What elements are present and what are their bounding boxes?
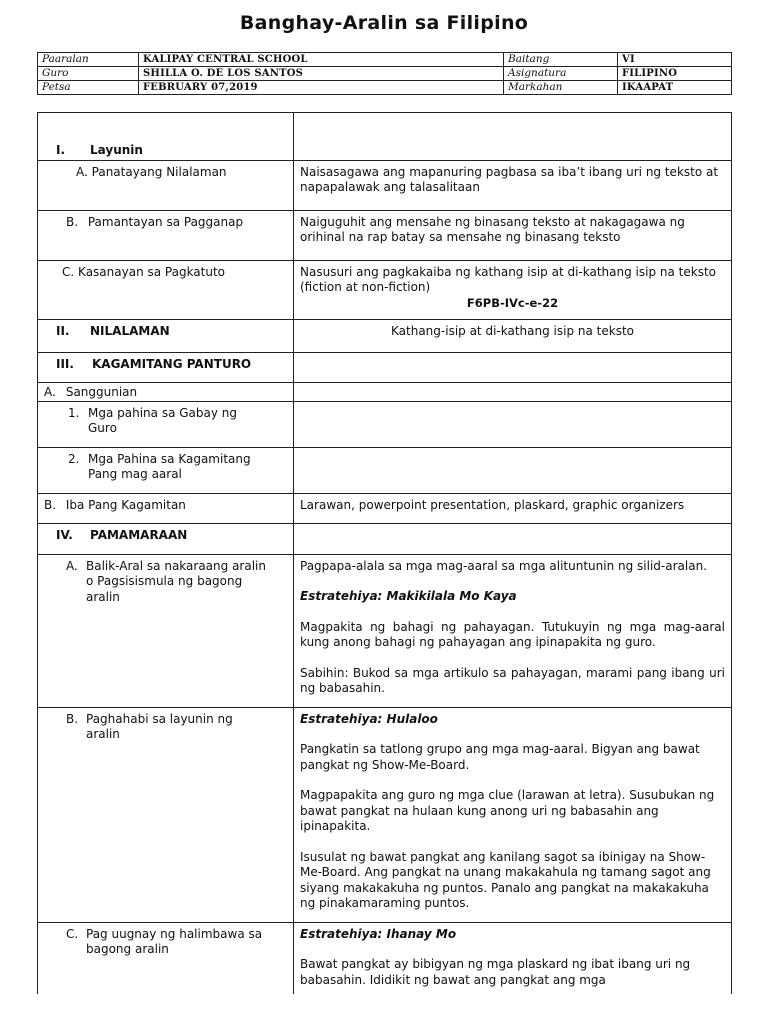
- item-kasanayan: [38, 260, 294, 320]
- section-layunin: [38, 113, 294, 161]
- item-label: Mga pahina sa Gabay ng Guro: [88, 405, 238, 435]
- item-label: Sanggunian: [65, 385, 138, 399]
- row-pag-uugnay: [38, 922, 732, 994]
- row-panatayang-nilalaman: [38, 160, 732, 210]
- item-label: Paghahabi sa layunin ng aralin: [86, 711, 233, 741]
- paragraph: Magpakita ng bahagi ng pahayagan. Tutukuyin ng mga mag-aaral kung anong bahagi ng pahayagan ang ipinapakita ng guro.: [300, 619, 725, 649]
- item-gabay-guro: [38, 401, 294, 447]
- document-title: Banghay-Aralin sa Filipino: [239, 12, 529, 34]
- section-number: III.: [56, 356, 74, 371]
- paragraph: Sabihin: Bukod sa mga artikulo sa pahayagan, marami pang ibang uri ng babasahin.: [300, 665, 725, 695]
- strategy-title: Estratehiya: Ihanay Mo: [300, 926, 457, 941]
- empty-cell: [294, 352, 732, 383]
- paragraph: Pangkatin sa tatlong grupo ang mga mag-aaral. Bigyan ang bawat pangkat ng Show-Me-Board.: [300, 742, 700, 772]
- item-paghahabi: [38, 707, 294, 922]
- cell-kasanayan: [294, 260, 732, 320]
- value-asignatura: FILIPINO: [618, 67, 732, 81]
- item-marker: B.: [66, 214, 79, 229]
- item-label: Iba Pang Kagamitan: [65, 497, 186, 512]
- lesson-plan-table: [37, 112, 732, 994]
- competency-code: F6PB-IVc-e-22: [466, 295, 559, 310]
- paragraph: Pagpapa-alala sa mga mag-aaral sa mga alituntunin ng silid-aralan.: [300, 558, 707, 573]
- section-nilalaman: [38, 320, 294, 353]
- strategy-title: Estratehiya: Hulaloo: [300, 711, 438, 726]
- label-baitang: Baitang: [504, 53, 618, 67]
- info-row-date: [38, 81, 732, 95]
- empty-cell: [294, 383, 732, 402]
- text-nilalaman: Kathang-isip at di-kathang isip na teksto: [294, 320, 732, 353]
- section-kagamitan: [38, 352, 294, 383]
- section-number: IV.: [56, 528, 73, 542]
- text-panatayang-nilalaman: Naisasagawa ang mapanuring pagbasa sa iba’t ibang uri ng teksto at napapalawak ang talasalitaan: [294, 160, 732, 210]
- section-number: I.: [56, 143, 66, 157]
- label-asignatura: Asignatura: [504, 67, 618, 81]
- section-number: II.: [56, 324, 70, 338]
- item-label: Kasanayan sa Pagkatuto: [78, 264, 226, 279]
- info-row-school: [38, 53, 732, 67]
- empty-cell: [294, 113, 732, 161]
- item-panatayang-nilalaman: [38, 160, 294, 210]
- item-marker: B.: [44, 497, 57, 512]
- row-sanggunian: [38, 383, 732, 402]
- row-kagamitan: [38, 352, 732, 383]
- row-balik-aral: [38, 554, 732, 707]
- label-guro: Guro: [38, 67, 139, 81]
- item-pag-uugnay: [38, 922, 294, 994]
- item-label: Panatayang Nilalaman: [91, 164, 227, 179]
- item-label: Mga Pahina sa Kagamitang Pang mag aaral: [88, 451, 251, 481]
- item-label: Balik-Aral sa nakaraang aralin o Pagsisismula ng bagong aralin: [86, 558, 266, 604]
- empty-cell: [294, 524, 732, 555]
- label-markahan: Markahan: [504, 81, 618, 95]
- row-pamantayan-pagganap: [38, 210, 732, 260]
- info-row-teacher: [38, 67, 732, 81]
- paragraph: Bawat pangkat ay bibigyan ng mga plaskard ng ibat ibang uri ng babasahin. Ididikit ng bawat ang pangkat ang mga: [300, 957, 691, 987]
- text-kasanayan: Nasusuri ang pagkakaiba ng kathang isip at di-kathang isip na teksto (fiction at non-fiction): [300, 264, 716, 294]
- row-paghahabi: [38, 707, 732, 922]
- section-label: NILALAMAN: [90, 324, 170, 338]
- row-kagamitang-pang-mag-aaral: [38, 447, 732, 493]
- item-marker: C.: [66, 926, 79, 941]
- value-guro: SHILLA O. DE LOS SANTOS: [139, 67, 504, 81]
- paragraph: Magpapakita ang guro ng mga clue (larawan at letra). Susubukan ng bawat pangkat na hulaan kung anong uri ng babasahin ang ipinapakita.: [300, 788, 715, 833]
- value-paaralan: KALIPAY CENTRAL SCHOOL: [139, 53, 504, 67]
- row-gabay-guro: [38, 401, 732, 447]
- item-kagamitang-pang-mag-aaral: [38, 447, 294, 493]
- label-petsa: Petsa: [38, 81, 139, 95]
- item-sanggunian: [38, 383, 294, 402]
- row-nilalaman: [38, 320, 732, 353]
- value-markahan: IKAAPAT: [618, 81, 732, 95]
- item-label: Pamantayan sa Pagganap: [87, 214, 244, 229]
- value-baitang: VI: [618, 53, 732, 67]
- item-marker: B.: [66, 711, 79, 726]
- info-table: [37, 52, 732, 95]
- text-iba-pang-kagamitan: Larawan, powerpoint presentation, plaskard, graphic organizers: [294, 493, 732, 524]
- section-label: Layunin: [90, 143, 143, 157]
- row-kasanayan: [38, 260, 732, 320]
- cell-pag-uugnay: [294, 922, 732, 994]
- row-iba-pang-kagamitan: [38, 493, 732, 524]
- label-paaralan: Paaralan: [38, 53, 139, 67]
- item-marker: A.: [66, 558, 78, 573]
- value-petsa: FEBRUARY 07,2019: [139, 81, 504, 95]
- section-label: PAMAMARAAN: [90, 528, 188, 542]
- item-iba-pang-kagamitan: [38, 493, 294, 524]
- strategy-title: Estratehiya: Makikilala Mo Kaya: [300, 589, 517, 603]
- section-label: KAGAMITANG PANTURO: [92, 356, 252, 371]
- item-marker: 1.: [68, 405, 80, 420]
- empty-cell: [294, 447, 732, 493]
- row-layunin: [38, 113, 732, 161]
- cell-paghahabi: [294, 707, 732, 922]
- item-label: Pag uugnay ng halimbawa sa bagong aralin: [86, 926, 263, 956]
- item-pamantayan-pagganap: [38, 210, 294, 260]
- row-pamamaraan: [38, 524, 732, 555]
- item-balik-aral: [38, 554, 294, 707]
- item-marker: A.: [44, 385, 56, 399]
- item-marker: C.: [62, 264, 75, 279]
- item-marker: 2.: [68, 451, 80, 466]
- cell-balik-aral: [294, 554, 732, 707]
- paragraph: Isusulat ng bawat pangkat ang kanilang sagot sa ibinigay na Show-Me-Board. Ang pangkat na unang makakahula ng tamang sagot ang siyang makakakuha ng puntos. Panalo ang pangkat na makakakuha ng pinakamaraming puntos.: [300, 849, 711, 910]
- empty-cell: [294, 401, 732, 447]
- item-marker: A.: [76, 164, 88, 179]
- section-pamamaraan: [38, 524, 294, 555]
- text-pamantayan-pagganap: Naiguguhit ang mensahe ng binasang teksto at nakagagawa ng orihinal na rap batay sa mensahe ng binasang teksto: [294, 210, 732, 260]
